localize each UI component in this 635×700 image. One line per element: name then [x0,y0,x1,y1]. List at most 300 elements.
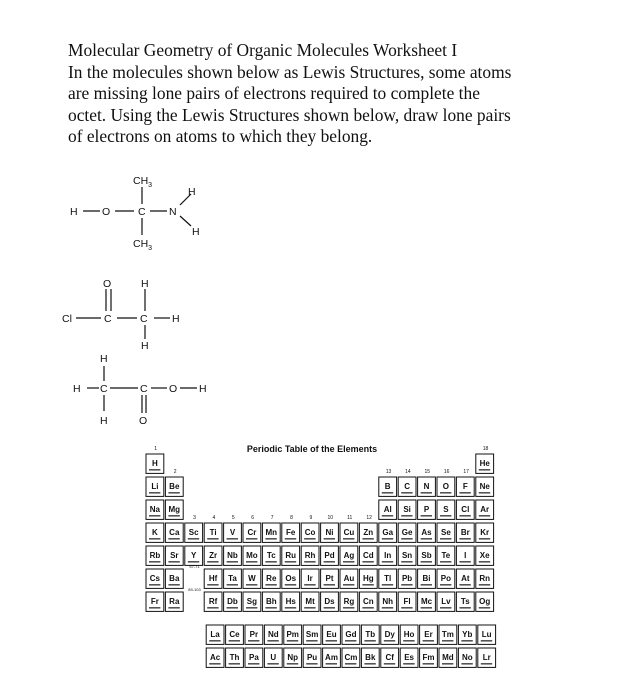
atomic-mass-mark [421,538,432,540]
atomic-mass-mark [459,561,470,563]
element-symbol: Fe [286,528,296,537]
atomic-mass-mark [324,607,335,609]
element-cell [204,592,222,611]
element-symbol: Sb [421,551,432,560]
element-cell [165,592,183,611]
element-symbol: Lr [482,653,491,662]
group-number: 10 [327,515,334,521]
atom-label: C [138,206,146,218]
atomic-mass-mark [168,584,179,586]
element-symbol: Pr [249,630,259,639]
atomic-mass-mark [440,538,451,540]
atomic-mass-mark [343,607,354,609]
element-symbol: Ac [209,653,221,662]
element-symbol: Sg [246,597,258,606]
group-number: 57-71 [189,564,200,569]
element-symbol: O [442,482,450,491]
element-symbol: Hg [362,574,374,583]
element-symbol: Rh [304,551,316,560]
element-symbol: Cs [149,574,161,583]
element-symbol: Pu [306,653,318,662]
element-cell [398,500,416,519]
element-symbol: F [462,482,468,491]
element-symbol: Db [227,597,238,606]
atomic-mass-mark [207,561,218,563]
element-cell [165,546,183,565]
atom-label: H [141,278,149,290]
group-number: 13 [385,469,392,475]
atomic-mass-mark [304,607,315,609]
element-cell [437,500,455,519]
atomic-mass-mark [364,663,375,665]
element-symbol: B [384,482,391,491]
element-symbol: Tl [384,574,392,583]
element-symbol: Fl [403,597,411,606]
atomic-mass-mark [227,607,238,609]
atomic-mass-mark [442,663,453,665]
group-number: 7 [270,515,274,521]
atomic-mass-mark [229,663,240,665]
atomic-mass-mark [461,640,472,642]
element-symbol: Er [424,630,433,639]
atom-label: N [169,206,177,218]
atomic-mass-mark [479,492,490,494]
atomic-mass-mark [384,663,395,665]
group-number: 12 [366,515,372,521]
element-cell [398,546,416,565]
element-cell [165,500,183,519]
element-cell [398,523,416,542]
atom-label: H [199,383,207,395]
atomic-mass-mark [227,538,238,540]
atomic-mass-mark [459,607,470,609]
atom-label: C [140,313,148,325]
instruction-line: are missing lone pairs of electrons required to complete the [68,83,480,103]
methyl-group-label: $CH_3$ [133,175,153,189]
atomic-mass-mark [382,561,393,563]
element-symbol: C [404,482,410,491]
element-symbol: Ga [382,528,394,537]
element-symbol: Gd [345,630,357,639]
atomic-mass-mark [209,663,220,665]
element-cell [204,546,222,565]
element-symbol: Ts [460,597,470,606]
element-symbol: Po [440,574,452,583]
group-number: 89-103 [188,587,201,592]
atom-label: H [172,313,180,325]
atomic-mass-mark [267,640,278,642]
element-cell [206,648,224,667]
element-cell [282,569,300,588]
atomic-mass-mark [479,469,490,471]
atomic-mass-mark [246,607,257,609]
element-cell [146,454,164,473]
atomic-mass-mark [326,640,337,642]
element-symbol: Te [441,551,451,560]
element-cell [165,569,183,588]
atom-label: Cl [62,313,72,325]
instruction-line: of electrons on atoms to which they belong. [68,126,373,146]
element-cell [245,648,263,667]
atom-label: O [103,278,112,290]
atom-label: O [102,206,111,218]
atom-label: O [139,415,148,427]
atomic-mass-mark [188,561,199,563]
element-symbol: Bi [422,574,431,583]
atomic-mass-mark [461,663,472,665]
element-cell [418,569,436,588]
atomic-mass-mark [481,640,492,642]
element-symbol: U [270,653,277,662]
element-cell [476,592,494,611]
element-cell [381,648,399,667]
element-cell [456,592,474,611]
element-cell [340,569,358,588]
element-cell [245,625,263,644]
atomic-mass-mark [304,561,315,563]
element-cell [262,569,280,588]
element-symbol: Sr [170,551,179,560]
element-cell [359,523,377,542]
element-cell [400,648,418,667]
element-symbol: As [421,528,432,537]
element-symbol: Og [479,597,491,606]
atomic-mass-mark [479,584,490,586]
atomic-mass-mark [149,492,160,494]
element-cell [418,546,436,565]
element-symbol: N [423,482,430,491]
element-cell [243,569,261,588]
element-symbol: Th [229,653,240,662]
atomic-mass-mark [479,607,490,609]
element-cell [379,569,397,588]
element-cell [456,477,474,496]
element-cell [206,625,224,644]
element-symbol: K [152,528,158,537]
element-symbol: He [479,459,490,468]
atomic-mass-mark [362,584,373,586]
atomic-mass-mark [285,584,296,586]
element-cell [456,569,474,588]
element-cell [476,523,494,542]
element-cell [282,523,300,542]
element-cell [418,500,436,519]
element-cell [282,546,300,565]
group-number: 15 [424,469,431,475]
element-symbol: Se [441,528,451,537]
element-cell [224,546,242,565]
element-cell [476,454,494,473]
instruction-line: octet. Using the Lewis Structures shown below, draw lone pairs [68,104,511,125]
element-symbol: Co [304,528,316,537]
atomic-mass-mark [343,538,354,540]
periodic-table-title: Periodic Table of the Elements [246,444,378,454]
atomic-mass-mark [246,584,257,586]
atomic-mass-mark [306,663,317,665]
atomic-mass-mark [382,607,393,609]
atomic-mass-mark [345,640,356,642]
element-cell [226,625,244,644]
atomic-mass-mark [440,515,451,517]
element-cell [146,477,164,496]
atom-label: H [188,186,196,198]
atomic-mass-mark [481,663,492,665]
atomic-mass-mark [149,515,160,517]
atomic-mass-mark [207,607,218,609]
element-symbol: Ce [229,630,240,639]
group-number: 14 [405,469,411,475]
atomic-mass-mark [442,640,453,642]
atomic-mass-mark [267,663,278,665]
atom-label: C [104,313,112,325]
group-number: 11 [347,515,353,521]
atomic-mass-mark [207,584,218,586]
element-cell [418,477,436,496]
element-symbol: Ni [325,528,334,537]
atomic-mass-mark [421,492,432,494]
group-number: 18 [482,446,489,452]
element-symbol: Np [287,653,299,662]
group-number: 1 [154,446,158,452]
atomic-mass-mark [343,584,354,586]
atomic-mass-mark [285,561,296,563]
element-symbol: Eu [326,630,337,639]
element-cell [146,569,164,588]
atom-label: H [100,415,108,427]
element-symbol: Fr [150,597,159,606]
element-symbol: Ge [401,528,413,537]
element-symbol: Y [191,551,197,560]
atomic-mass-mark [149,584,160,586]
element-symbol: Os [285,574,297,583]
atomic-mass-mark [403,663,414,665]
element-symbol: Nb [227,551,238,560]
element-cell [437,477,455,496]
atomic-mass-mark [440,584,451,586]
element-symbol: Zr [209,551,218,560]
element-symbol: Sc [188,528,199,537]
atomic-mass-mark [440,492,451,494]
element-cell [146,523,164,542]
atomic-mass-mark [304,584,315,586]
element-symbol: Lv [441,597,451,606]
element-cell [321,546,339,565]
element-cell [437,592,455,611]
element-symbol: No [461,653,473,662]
element-cell [321,523,339,542]
atomic-mass-mark [382,538,393,540]
element-cell [379,500,397,519]
element-symbol: Bh [265,597,277,606]
element-cell [185,546,203,565]
element-symbol: Mt [305,597,315,606]
element-cell [476,546,494,565]
atomic-mass-mark [149,607,160,609]
element-symbol: Cf [385,653,394,662]
atomic-mass-mark [479,538,490,540]
atomic-mass-mark [440,561,451,563]
atomic-mass-mark [343,561,354,563]
element-cell [146,500,164,519]
atomic-mass-mark [423,640,434,642]
atomic-mass-mark [248,640,259,642]
element-symbol: Na [149,505,161,514]
element-symbol: Mo [246,551,258,560]
element-cell [301,592,319,611]
element-symbol: Rg [343,597,355,606]
atomic-mass-mark [168,538,179,540]
element-symbol: Ta [228,574,237,583]
atomic-mass-mark [324,538,335,540]
element-symbol: Al [383,505,392,514]
element-symbol: S [443,505,449,514]
element-cell [420,648,438,667]
element-cell [437,523,455,542]
element-cell [323,625,341,644]
atomic-mass-mark [364,640,375,642]
element-cell [282,592,300,611]
atomic-mass-mark [384,640,395,642]
element-cell [420,625,438,644]
atomic-mass-mark [265,561,276,563]
element-cell [458,625,476,644]
element-symbol: Cl [461,505,470,514]
element-cell [321,569,339,588]
atom-label: H [141,340,149,352]
element-symbol: Ne [479,482,490,491]
methyl-group-label: $CH_3$ [133,238,153,252]
atomic-mass-mark [246,538,257,540]
element-symbol: Pb [401,574,413,583]
element-symbol: Hf [208,574,218,583]
element-cell [185,523,203,542]
atomic-mass-mark [324,584,335,586]
atomic-mass-mark [265,607,276,609]
element-symbol: Cd [362,551,374,560]
element-cell [224,592,242,611]
element-cell [243,546,261,565]
element-cell [476,477,494,496]
element-cell [437,569,455,588]
element-cell [398,592,416,611]
element-symbol: Sn [401,551,413,560]
element-cell [359,569,377,588]
atomic-mass-mark [401,607,412,609]
element-symbol: Hs [285,597,296,606]
element-cell [418,523,436,542]
atomic-mass-mark [246,561,257,563]
element-cell [361,625,379,644]
atom-label: H [192,226,200,238]
atomic-mass-mark [362,607,373,609]
atomic-mass-mark [362,561,373,563]
element-symbol: Ho [403,630,415,639]
atomic-mass-mark [287,663,298,665]
atomic-mass-mark [362,538,373,540]
atomic-mass-mark [227,561,238,563]
atomic-mass-mark [459,492,470,494]
element-cell [398,569,416,588]
atomic-mass-mark [423,663,434,665]
atomic-mass-mark [168,607,179,609]
element-symbol: Tb [365,630,376,639]
element-cell [381,625,399,644]
element-symbol: I [464,551,467,560]
group-number: 3 [193,515,196,521]
element-cell [379,546,397,565]
element-cell [301,523,319,542]
element-symbol: La [210,630,220,639]
atomic-mass-mark [265,584,276,586]
element-symbol: Am [325,653,338,662]
element-symbol: Lu [481,630,492,639]
element-cell [400,625,418,644]
element-symbol: Tc [266,551,276,560]
element-cell [439,625,457,644]
group-number: 2 [173,469,177,475]
atomic-mass-mark [479,561,490,563]
element-symbol: Ru [285,551,297,560]
element-symbol: V [229,528,236,537]
atomic-mass-mark [227,584,238,586]
element-symbol: Ar [480,505,490,514]
element-cell [146,592,164,611]
element-cell [439,648,457,667]
element-symbol: Bk [365,653,376,662]
atomic-mass-mark [459,515,470,517]
atom-label: C [140,383,148,395]
element-symbol: Rb [149,551,161,560]
atomic-mass-mark [188,538,199,540]
atomic-mass-mark [459,584,470,586]
atomic-mass-mark [421,515,432,517]
element-symbol: Li [151,482,159,491]
atomic-mass-mark [326,663,337,665]
element-cell [284,625,302,644]
element-cell [359,592,377,611]
atomic-mass-mark [168,492,179,494]
element-symbol: Ba [169,574,180,583]
atom-label: H [70,206,78,218]
atomic-mass-mark [382,515,393,517]
atomic-mass-mark [401,492,412,494]
element-symbol: Cm [344,653,358,662]
element-cell [264,648,282,667]
element-cell [224,523,242,542]
atomic-mass-mark [401,584,412,586]
element-symbol: Dy [384,630,395,639]
element-symbol: Ca [169,528,180,537]
element-cell [243,523,261,542]
element-cell [264,625,282,644]
atomic-mass-mark [421,607,432,609]
element-cell [342,648,360,667]
element-symbol: Pm [286,630,299,639]
element-cell [398,477,416,496]
group-number: 4 [212,515,216,521]
atomic-mass-mark [401,561,412,563]
element-symbol: Ra [169,597,180,606]
element-cell [204,569,222,588]
element-symbol: Rn [479,574,491,583]
element-cell [303,648,321,667]
element-cell [456,523,474,542]
element-symbol: P [423,505,430,514]
worksheet-title: Molecular Geometry of Organic Molecules Worksheet I [68,40,458,60]
atomic-mass-mark [285,538,296,540]
element-cell [301,546,319,565]
element-cell [301,569,319,588]
